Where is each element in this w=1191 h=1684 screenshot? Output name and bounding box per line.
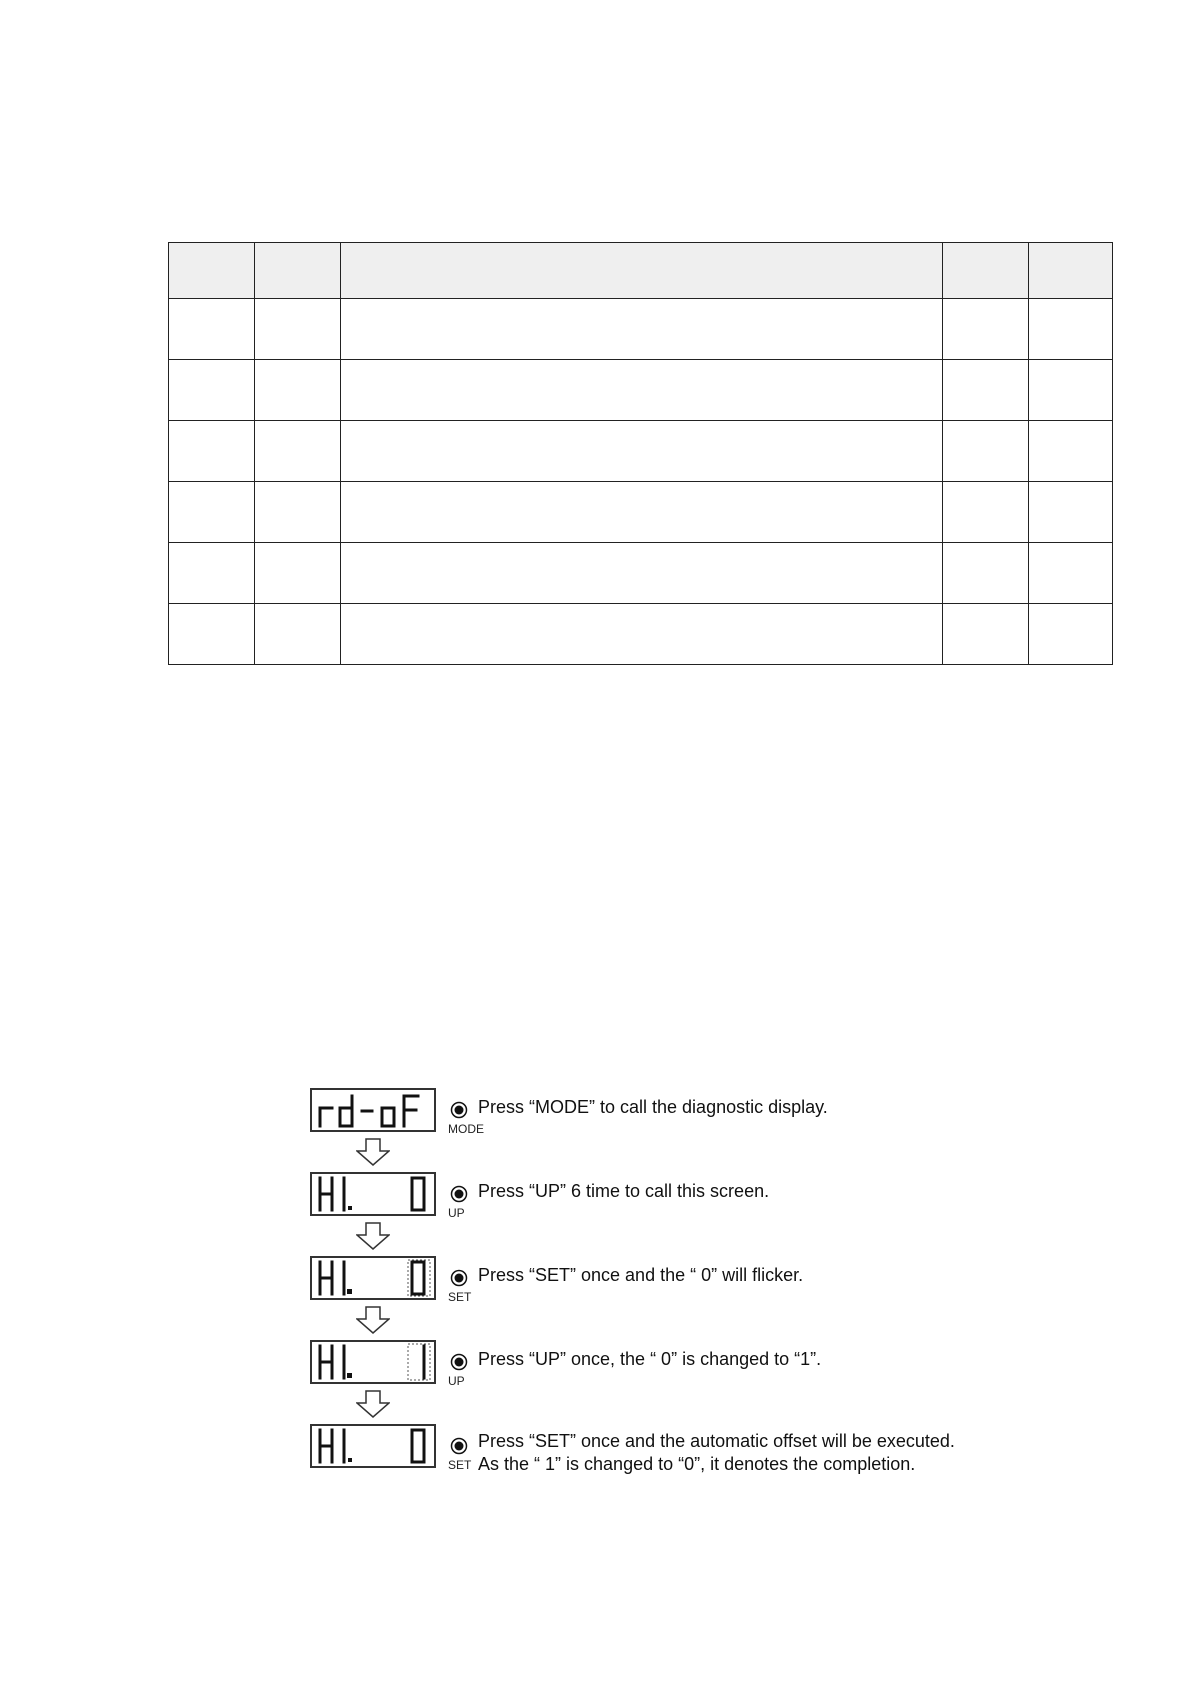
step-text-line: Press “SET” once and the automatic offset will be executed. bbox=[478, 1431, 955, 1451]
down-arrow-icon bbox=[356, 1138, 390, 1166]
table-header-cell bbox=[943, 243, 1029, 299]
lcd-display-h1-0 bbox=[310, 1172, 436, 1216]
table-cell bbox=[341, 482, 943, 543]
table-row bbox=[169, 543, 1113, 604]
table-cell bbox=[1029, 482, 1113, 543]
step-2-text bbox=[478, 1180, 769, 1203]
set-button-icon bbox=[450, 1269, 468, 1287]
table-row bbox=[169, 482, 1113, 543]
lcd-display-h1-0-final bbox=[310, 1424, 436, 1468]
table-cell bbox=[943, 360, 1029, 421]
step-3 bbox=[310, 1256, 1030, 1340]
table-cell bbox=[943, 421, 1029, 482]
table-cell bbox=[943, 299, 1029, 360]
table-cell bbox=[943, 543, 1029, 604]
table-cell bbox=[255, 482, 341, 543]
step-1 bbox=[310, 1088, 1030, 1172]
table-cell bbox=[169, 421, 255, 482]
table-cell bbox=[341, 299, 943, 360]
table-cell bbox=[255, 299, 341, 360]
button-label-set: SET bbox=[448, 1458, 472, 1472]
step-text-line: Press “UP” 6 time to call this screen. bbox=[478, 1181, 770, 1201]
table-header-row bbox=[169, 243, 1113, 299]
table-header-cell bbox=[169, 243, 255, 299]
table-row bbox=[169, 604, 1113, 665]
table-cell bbox=[1029, 604, 1113, 665]
step-4-text bbox=[478, 1348, 821, 1371]
mode-button-icon bbox=[450, 1101, 468, 1119]
step-text-line: Press “SET” once and the “ 0” will flicker. bbox=[478, 1265, 804, 1285]
table-header-cell bbox=[341, 243, 943, 299]
table-cell bbox=[169, 482, 255, 543]
procedure-steps bbox=[310, 1088, 1030, 1508]
table-cell bbox=[169, 299, 255, 360]
step-2 bbox=[310, 1172, 1030, 1256]
table-cell bbox=[255, 604, 341, 665]
up-button-icon bbox=[450, 1353, 468, 1371]
table-cell bbox=[169, 604, 255, 665]
table-row bbox=[169, 360, 1113, 421]
step-text-line: Press “MODE” to call the diagnostic display. bbox=[478, 1097, 828, 1117]
lcd-display-h1-0-flicker bbox=[310, 1256, 436, 1300]
table-cell bbox=[341, 421, 943, 482]
step-5 bbox=[310, 1424, 1030, 1508]
table-cell bbox=[341, 604, 943, 665]
table-cell bbox=[169, 543, 255, 604]
table-cell bbox=[341, 360, 943, 421]
set-button-icon bbox=[450, 1437, 468, 1455]
table-cell bbox=[1029, 421, 1113, 482]
step-text-line: As the “ 1” is changed to “0”, it denotes the completion. bbox=[478, 1454, 916, 1474]
button-label-up: UP bbox=[448, 1374, 465, 1388]
table-row bbox=[169, 421, 1113, 482]
parameter-table bbox=[168, 242, 1113, 665]
table-cell bbox=[255, 421, 341, 482]
table-cell bbox=[1029, 299, 1113, 360]
lcd-display-h1-1 bbox=[310, 1340, 436, 1384]
step-1-text bbox=[478, 1096, 828, 1119]
table-cell bbox=[255, 360, 341, 421]
step-3-text bbox=[478, 1264, 803, 1287]
down-arrow-icon bbox=[356, 1222, 390, 1250]
table-cell bbox=[169, 360, 255, 421]
table-cell bbox=[1029, 543, 1113, 604]
down-arrow-icon bbox=[356, 1306, 390, 1334]
table-cell bbox=[943, 604, 1029, 665]
button-label-mode: MODE bbox=[448, 1122, 484, 1136]
button-label-up: UP bbox=[448, 1206, 465, 1220]
button-label-set: SET bbox=[448, 1290, 472, 1304]
table-cell bbox=[255, 543, 341, 604]
step-5-text bbox=[478, 1430, 955, 1476]
table-cell bbox=[341, 543, 943, 604]
step-4 bbox=[310, 1340, 1030, 1424]
table-cell bbox=[1029, 360, 1113, 421]
table-header-cell bbox=[255, 243, 341, 299]
table-row bbox=[169, 299, 1113, 360]
step-text-line: Press “UP” once, the “ 0” is changed to “1”. bbox=[478, 1349, 822, 1369]
table-cell bbox=[943, 482, 1029, 543]
up-button-icon bbox=[450, 1185, 468, 1203]
table-header-cell bbox=[1029, 243, 1113, 299]
down-arrow-icon bbox=[356, 1390, 390, 1418]
lcd-display-rd-of bbox=[310, 1088, 436, 1132]
